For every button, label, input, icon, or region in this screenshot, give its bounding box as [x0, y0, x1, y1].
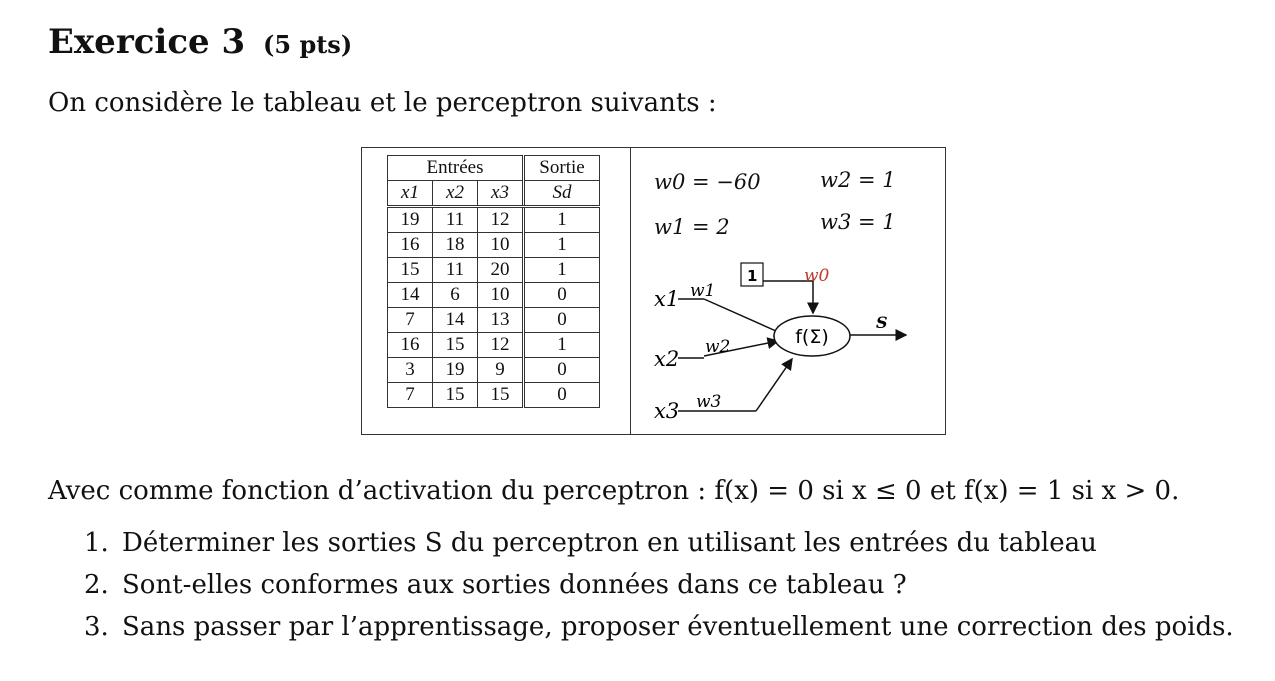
weight-w1: w1 = 2: [654, 215, 730, 239]
table-row: [388, 383, 600, 408]
exercise-title-text: Exercice 3: [48, 22, 246, 62]
input-x3: x3: [654, 399, 680, 423]
col-header-x2: x2: [433, 181, 478, 207]
table-cell: 16: [388, 333, 433, 358]
table-cell: 11: [433, 258, 478, 283]
question-list: [84, 528, 1234, 654]
table-cell: 1: [524, 333, 600, 358]
table-cell: 7: [388, 383, 433, 408]
table-cell: 1: [524, 233, 600, 258]
header-inputs: Entrées: [388, 156, 524, 181]
col-header-x1: x1: [388, 181, 433, 207]
table-cell: 20: [478, 258, 524, 283]
table-cell: 18: [433, 233, 478, 258]
weight-w0: w0 = −60: [654, 170, 761, 194]
table-cell: 10: [478, 233, 524, 258]
data-table: [387, 155, 600, 408]
table-row: [388, 207, 600, 233]
edge-x3: [756, 359, 792, 411]
table-row: [388, 233, 600, 258]
table-cell: 12: [478, 207, 524, 233]
edge-weight-w3: w3: [696, 392, 722, 412]
table-cell: 10: [478, 283, 524, 308]
table-cell: 13: [478, 308, 524, 333]
table-cell: 0: [524, 308, 600, 333]
table-cell: 1: [524, 258, 600, 283]
table-cell: 1: [524, 207, 600, 233]
table-cell: 0: [524, 383, 600, 408]
table-cell: 6: [433, 283, 478, 308]
weight-w3: w3 = 1: [820, 210, 896, 234]
table-body: [388, 207, 600, 408]
table-row: [388, 333, 600, 358]
table-cell: 3: [388, 358, 433, 383]
table-cell: 7: [388, 308, 433, 333]
exercise-title: [48, 22, 352, 62]
table-row: [388, 283, 600, 308]
input-x2: x2: [654, 347, 680, 371]
col-header-x3: x3: [478, 181, 524, 207]
question-item: [84, 612, 1234, 654]
activation-function-text: Avec comme fonction d’activation du perceptron : f(x) = 0 si x ≤ 0 et f(x) = 1 si x > 0.: [48, 476, 1180, 506]
table-cell: 19: [388, 207, 433, 233]
table-cell: 15: [478, 383, 524, 408]
input-x1: x1: [654, 287, 680, 311]
table-row: [388, 358, 600, 383]
question-item: [84, 528, 1234, 570]
question-item: [84, 570, 1234, 612]
table-cell: 14: [388, 283, 433, 308]
table-cell: 11: [433, 207, 478, 233]
output-label: S: [876, 313, 888, 332]
intro-text: On considère le tableau et le perceptron suivants :: [48, 88, 717, 118]
question-number: 1.: [84, 528, 109, 558]
question-number: 2.: [84, 570, 109, 600]
table-cell: 19: [433, 358, 478, 383]
bias-input-label: 1: [747, 267, 758, 285]
perceptron-diagram: [630, 148, 946, 436]
question-text: Sont-elles conformes aux sorties données dans ce tableau ?: [122, 570, 907, 600]
table-cell: 15: [433, 333, 478, 358]
table-cell: 14: [433, 308, 478, 333]
edge-weight-w1: w1: [690, 281, 716, 301]
table-cell: 9: [478, 358, 524, 383]
header-output: Sortie: [524, 156, 600, 181]
table-cell: 0: [524, 358, 600, 383]
table-cell: 15: [433, 383, 478, 408]
table-row: [388, 308, 600, 333]
col-header-sd: Sd: [524, 181, 600, 207]
node-label: f(Σ): [795, 326, 829, 348]
table-cell: 16: [388, 233, 433, 258]
edge-x1: [704, 299, 785, 335]
table-row: [388, 258, 600, 283]
weight-w2: w2 = 1: [820, 168, 896, 192]
table-cell: 15: [388, 258, 433, 283]
question-text: Sans passer par l’apprentissage, proposer éventuellement une correction des poids.: [122, 612, 1234, 642]
figure-frame: [361, 147, 946, 435]
exercise-points: (5 pts): [263, 30, 353, 59]
bias-weight-label: w0: [804, 266, 830, 286]
table-cell: 12: [478, 333, 524, 358]
table-cell: 0: [524, 283, 600, 308]
edge-weight-w2: w2: [705, 337, 731, 357]
question-text: Déterminer les sorties S du perceptron en utilisant les entrées du tableau: [122, 528, 1097, 558]
question-number: 3.: [84, 612, 109, 642]
